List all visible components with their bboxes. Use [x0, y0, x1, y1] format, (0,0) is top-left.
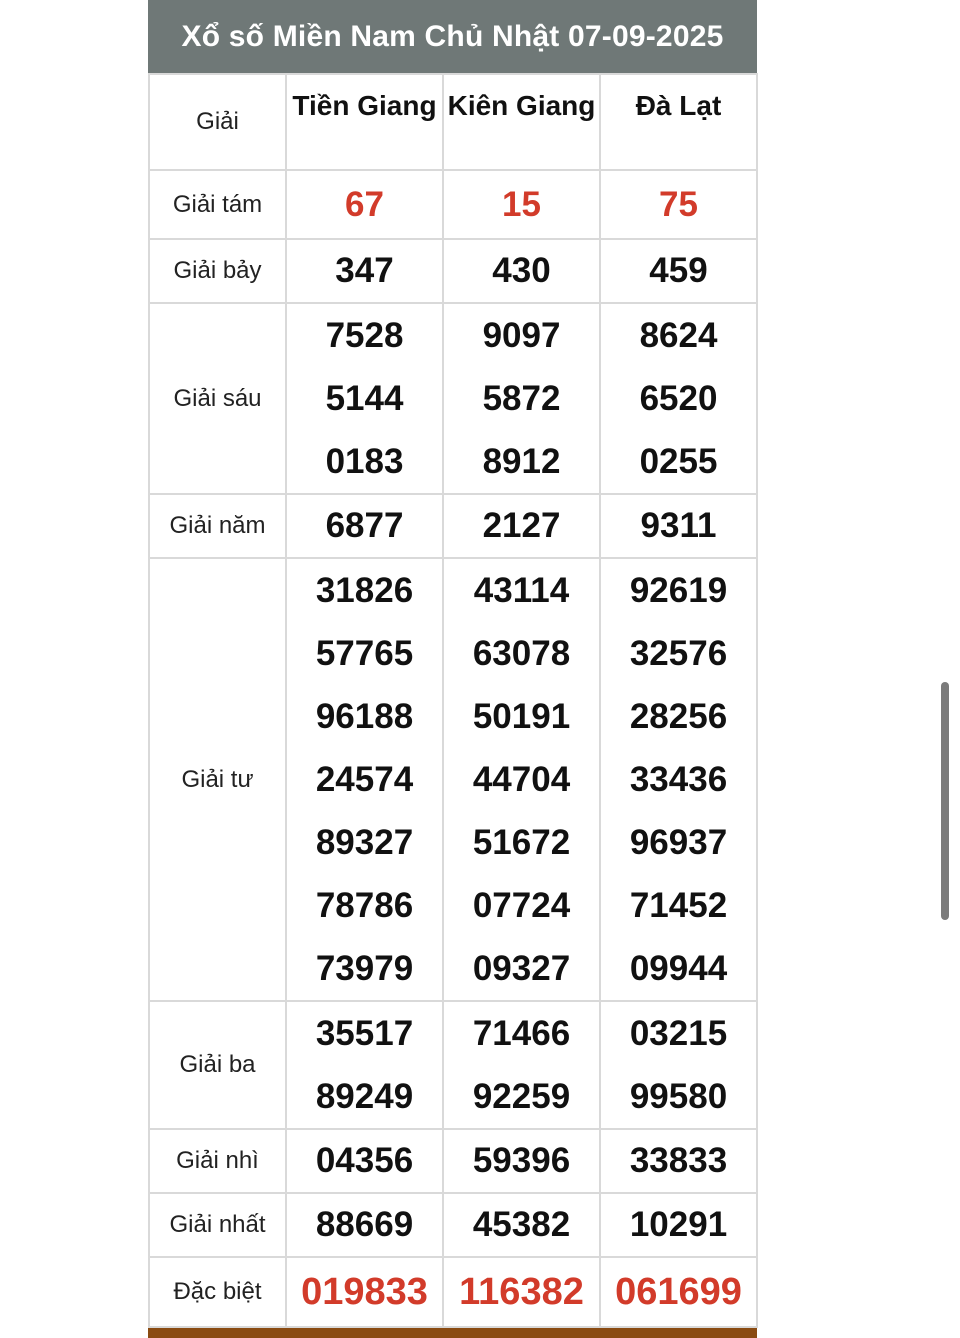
prize-label: Giải tám — [149, 170, 286, 239]
prize-number: 44704 — [472, 760, 571, 799]
column-header-giai: Giải — [149, 74, 286, 170]
prize-number: 88669 — [286, 1193, 443, 1257]
prize-number: 9311 — [600, 494, 757, 558]
prize-row — [149, 494, 757, 558]
header-row — [149, 74, 757, 170]
prize-number: 7528 — [325, 316, 404, 355]
prize-number: 57765 — [315, 634, 414, 673]
prize-row — [149, 239, 757, 303]
prize-number: 8624 — [639, 316, 718, 355]
column-header-province: Kiên Giang — [443, 74, 600, 170]
prize-number: 09944 — [629, 949, 728, 988]
prize-number-group — [286, 303, 443, 494]
prize-number: 5144 — [325, 379, 404, 418]
prize-label: Đặc biệt — [149, 1257, 286, 1327]
prize-number: 32576 — [629, 634, 728, 673]
prize-number: 51672 — [472, 823, 571, 862]
prize-number: 92259 — [472, 1077, 571, 1116]
prize-label: Giải ba — [149, 1001, 286, 1129]
prize-number: 03215 — [629, 1014, 728, 1053]
prize-number: 6520 — [639, 379, 718, 418]
prize-number: 78786 — [315, 886, 414, 925]
prize-number-group — [443, 558, 600, 1001]
prize-number: 96188 — [315, 697, 414, 736]
prize-number: 0183 — [325, 442, 404, 481]
prize-number: 07724 — [472, 886, 571, 925]
prize-number-group — [286, 558, 443, 1001]
results-table — [148, 73, 758, 1328]
prize-label: Giải nhì — [149, 1129, 286, 1193]
prize-number: 459 — [600, 239, 757, 303]
prize-label: Giải sáu — [149, 303, 286, 494]
prize-number: 04356 — [286, 1129, 443, 1193]
prize-number-group — [600, 303, 757, 494]
scrollbar-thumb[interactable] — [941, 682, 949, 920]
prize-number: 061699 — [600, 1257, 757, 1327]
prize-number: 116382 — [443, 1257, 600, 1327]
prize-number: 50191 — [472, 697, 571, 736]
prize-number: 2127 — [443, 494, 600, 558]
prize-number: 73979 — [315, 949, 414, 988]
prize-number: 5872 — [482, 379, 561, 418]
prize-number: 45382 — [443, 1193, 600, 1257]
prize-number: 31826 — [315, 571, 414, 610]
prize-label: Giải bảy — [149, 239, 286, 303]
prize-number: 347 — [286, 239, 443, 303]
prize-number: 019833 — [286, 1257, 443, 1327]
prize-row — [149, 1193, 757, 1257]
prize-number: 8912 — [482, 442, 561, 481]
prize-number-group — [443, 1001, 600, 1129]
prize-number: 67 — [286, 170, 443, 239]
page-title: Xổ số Miền Nam Chủ Nhật 07-09-2025 — [148, 0, 757, 73]
prize-label: Giải nhất — [149, 1193, 286, 1257]
prize-number: 15 — [443, 170, 600, 239]
prize-number: 89249 — [315, 1077, 414, 1116]
prize-number: 35517 — [315, 1014, 414, 1053]
prize-label: Giải năm — [149, 494, 286, 558]
prize-row — [149, 170, 757, 239]
prize-row — [149, 303, 757, 494]
prize-row — [149, 1129, 757, 1193]
prize-number: 430 — [443, 239, 600, 303]
prize-number: 71466 — [472, 1014, 571, 1053]
prize-row — [149, 1257, 757, 1327]
prize-row — [149, 1001, 757, 1129]
prize-number: 59396 — [443, 1129, 600, 1193]
prize-number: 89327 — [315, 823, 414, 862]
lottery-results — [148, 0, 757, 1338]
prize-number-group — [286, 1001, 443, 1129]
prize-number: 63078 — [472, 634, 571, 673]
prize-number: 43114 — [473, 571, 570, 610]
prize-number-group — [600, 558, 757, 1001]
prize-label: Giải tư — [149, 558, 286, 1001]
prize-number: 99580 — [629, 1077, 728, 1116]
prize-number: 33436 — [629, 760, 728, 799]
prize-number: 33833 — [600, 1129, 757, 1193]
prize-number: 09327 — [472, 949, 571, 988]
column-header-province: Tiền Giang — [286, 74, 443, 170]
prize-number: 6877 — [286, 494, 443, 558]
prize-number: 96937 — [629, 823, 728, 862]
prize-number: 71452 — [629, 886, 728, 925]
bottom-bar — [148, 1328, 757, 1338]
prize-number: 75 — [600, 170, 757, 239]
prize-number: 0255 — [639, 442, 718, 481]
prize-number: 10291 — [600, 1193, 757, 1257]
column-header-province: Đà Lạt — [600, 74, 757, 170]
prize-row — [149, 558, 757, 1001]
prize-number-group — [443, 303, 600, 494]
prize-number: 28256 — [629, 697, 728, 736]
prize-number: 92619 — [629, 571, 728, 610]
prize-number: 24574 — [315, 760, 414, 799]
prize-number: 9097 — [482, 316, 561, 355]
prize-number-group — [600, 1001, 757, 1129]
